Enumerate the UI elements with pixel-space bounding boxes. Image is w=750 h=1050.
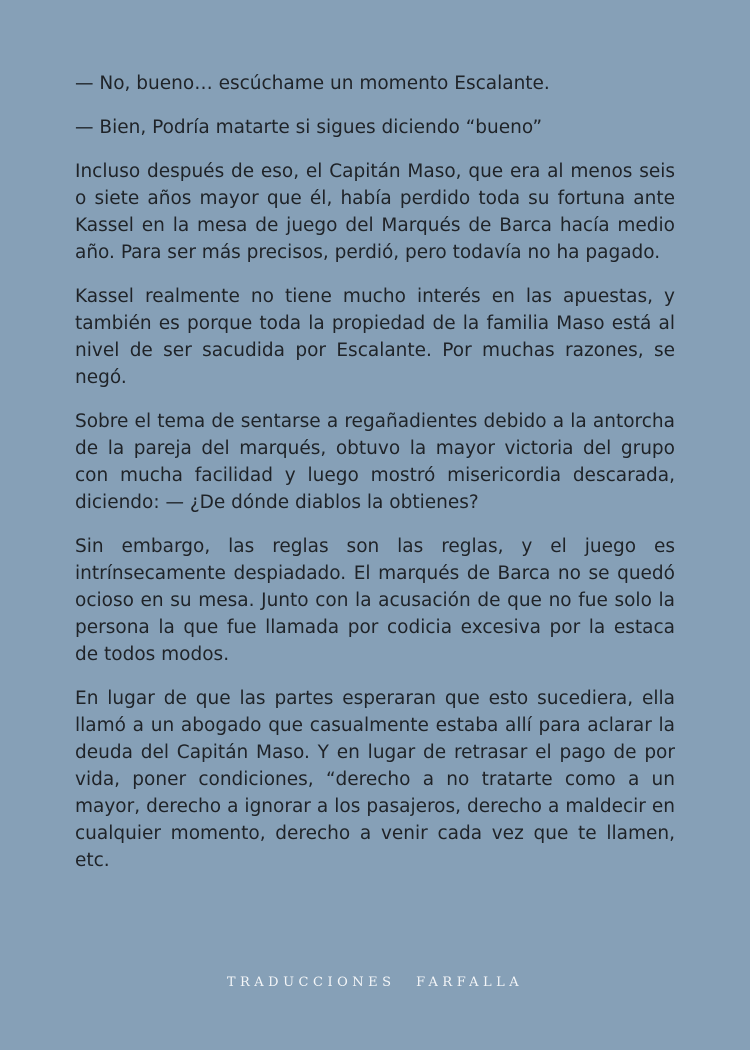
paragraph-4: Kassel realmente no tiene mucho interés en las apuestas, y también es porque toda la propiedad de la familia Maso está al nivel de ser sacudida por Escalante. Por muchas razones, se negó. (75, 286, 675, 388)
document-body (75, 70, 675, 891)
paragraph-dialogue-2: — Bien, Podría matarte si sigues diciendo “bueno” (75, 117, 543, 138)
paragraph-7: En lugar de que las partes esperaran que esto sucediera, ella llamó a un abogado que casualmente estaba allí para aclarar la deuda del Capitán Maso. Y en lugar de retrasar el pago de por vida, poner condiciones, “derecho a no tratarte como a un mayor, derecho a ignorar a los pasajeros, derecho a maldecir en cualquier momento, derecho a venir cada vez que te llamen, etc. (75, 688, 675, 871)
paragraph-3: Incluso después de eso, el Capitán Maso, que era al menos seis o siete años mayor que él, había perdido toda su fortuna ante Kassel en la mesa de juego del Marqués de Barca hacía medio año. Para ser más precisos, perdió, pero todavía no ha pagado. (75, 161, 675, 263)
paragraph-dialogue-1: — No, bueno… escúchame un momento Escalante. (75, 73, 550, 94)
footer-credit: TRADUCCIONES FARFALLA (226, 975, 524, 990)
paragraph-5: Sobre el tema de sentarse a regañadientes debido a la antorcha de la pareja del marqués, obtuvo la mayor victoria del grupo con mucha facilidad y luego mostró misericordia descarada, diciendo: — ¿De dónde diablos la obtienes? (75, 411, 675, 513)
paragraph-6: Sin embargo, las reglas son las reglas, y el juego es intrínsecamente despiadado. El marqués de Barca no se quedó ocioso en su mesa. Junto con la acusación de que no fue solo la persona la que fue llamada por codicia excesiva por la estaca de todos modos. (75, 536, 675, 665)
